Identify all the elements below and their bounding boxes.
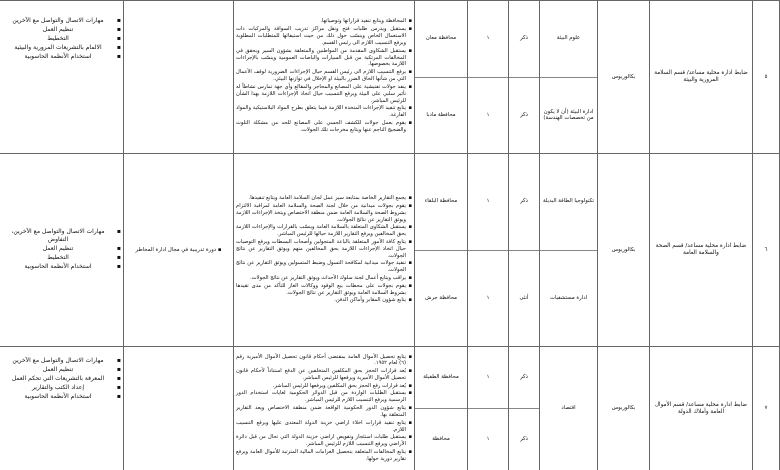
count: ١ [468, 409, 508, 470]
gender: ذكر [509, 409, 539, 470]
job-title: ضابط ادارة محلية مساعد/ قسم الصحة والسلامة العامة [650, 154, 753, 347]
count: ١ [468, 77, 508, 153]
gender: ذكر [520, 198, 528, 205]
skills-cell [0, 154, 124, 347]
skill-item: ▪ التخطيط [2, 35, 121, 43]
duty-item: ▪ يقوم بجولات على محطات بيع الوقود ووكالات الغاز للتأكد من مدى تقيدها بشروط السلامة العامة ويوثق التقارير عن نتائج الجولات. [236, 283, 412, 297]
location: محافظة [415, 409, 467, 470]
count-cell [468, 1, 509, 154]
gender: ذكر [509, 77, 539, 153]
specialization: علوم البيئة [556, 35, 581, 42]
row-number: ٥ [753, 1, 780, 154]
count-cell [468, 154, 509, 347]
duty-item: ▪ يتابع شؤون المقابر وأماكن الدفن. [236, 297, 412, 304]
qualification: بكالوريوس [598, 347, 650, 470]
duties-cell [234, 347, 415, 470]
skill-item: ▪ تنظيم العمل [2, 245, 121, 253]
skill-item: ▪ استخدام الأنظمة الحاسوبية [2, 393, 121, 401]
job-title: ضابط ادارة محلية مساعد/ قسم الأموال العامة وأملاك الدولة [650, 347, 753, 470]
specialization: ادارة البيئة (أن لا يكون من تخصصات الهندسة) [540, 77, 597, 153]
specialization: اقتصاد [540, 347, 598, 470]
gender-cell [509, 1, 540, 154]
skill-item: ▪ التخطيط [2, 254, 121, 262]
skill-item: ▪ مهارات الاتصال والتواصل مع الآخرين [2, 17, 121, 25]
duty-item: ▪ تنفيذ جولات ميدانية لمكافحة التسول وضبط المتسولين ويوثق التقارير عن نتائج الجولات. [236, 260, 412, 274]
location-cell [415, 154, 468, 347]
row-number: ٦ [753, 154, 780, 347]
duty-item: ▪ يستقبل الشكاوى المقدمة من المواطنين والمتعلقة بشؤون السير ويحقق في المخالفات المرتكبة من قبل السيارات والباصات العمومية وينسّب بالإجراءات اللازمة بخصوصها. [236, 48, 412, 69]
skills-cell [0, 347, 124, 470]
table-row [0, 154, 780, 347]
skills-cell [0, 1, 124, 154]
count: ١ [468, 250, 508, 346]
skill-item: ▪ استخدام الأنظمة الحاسوبية [2, 53, 121, 61]
skill-item: ▪ استخدام الأنظمة الحاسوبية [2, 263, 121, 271]
training-item: ▪ دورة تدريبية في مجال ادارة المخاطر [136, 247, 222, 253]
specialization: ادارة مستشفيات [540, 250, 597, 346]
specialization-cell [540, 154, 598, 347]
duties-cell [234, 1, 415, 154]
count-cell [468, 347, 509, 470]
location: محافظة مادبا [415, 77, 467, 153]
skill-item: ▪ المعرفة بالتشريعات التي تحكم العمل [2, 375, 121, 383]
duty-item: ▪ يُعد قرارات رفع الحجز بحق المكلفين ويرفعها للرئيس المباشر. [236, 383, 412, 390]
duty-item: ▪ يتابع المخالفات المتعلقة بتحصيل الغرامات المالية المترتبة للأموال العامة ويرفع تقارير دورية حولها. [236, 449, 412, 463]
location-cell [415, 347, 468, 470]
training-cell [124, 347, 234, 470]
duty-item: ▪ يقوم بجولات ميدانية من خلال لجنة الصحة والسلامة العامة لمراقبة الالتزام بشروط الصحة والسلامة العامة ضمن منطقة الاختصاص ويتخذ الإجراءات اللازمة ويوثق التقارير عن نتائج الجولات. [236, 203, 412, 224]
specialization: تكنولوجيا الطاقة البديلة [543, 198, 594, 205]
qualification: بكالوريوس [598, 1, 650, 154]
duty-item: ▪ يراقب ويتابع أعمال لجنة سلوك الأحداث ويوثق التقارير عن نتائج الجولات. [236, 275, 412, 282]
gender: أنثى [509, 250, 539, 346]
duty-item: ▪ يقوم بعمل جولات للكشف الحسي على المصانع للحد من مشكلة التلوث والضجيج الناجم عنها ويتابع مخرجات تلك الجولات. [236, 120, 412, 134]
skill-item: ▪ الالمام بالتشريعات المرورية والبيئية [2, 44, 121, 52]
duty-item: ▪ يستقبل طلبات استئجار وتفويض اراضي خزينة الدولة التي تحال من قبل دائرة الأراضي ويرفع التنسيب اللازم للرئيس المباشر. [236, 434, 412, 448]
skill-item: ▪ إعداد الكتب والتقارير [2, 384, 121, 392]
training-cell [124, 1, 234, 154]
duty-item: ▪ المحافظة ويتابع تنفيذ قراراتها وتوصياتها. [236, 18, 412, 25]
skill-item: ▪ تنظيم العمل [2, 366, 121, 374]
count: ١ [486, 198, 490, 205]
duty-item: ▪ يُعد قرارات الحجز بحق المكلفين المتخلفين عن الدفع استناداً لأحكام قانون تحصيل الأموال الأميرية ويرفعها للرئيس المباشر. [236, 368, 412, 382]
gender-cell [509, 347, 540, 470]
training-cell [124, 154, 234, 347]
duty-item: ▪ يتابع تنفيذ قرارات اخلاء اراضي خزينة الدولة المعتدى عليها ويرفع التنسيب اللازم. [236, 420, 412, 434]
gender: ذكر [520, 35, 528, 42]
duty-item: ▪ يتابع تحصيل الأموال العامة بمقتضى أحكام قانون تحصيل الأموال الأميرية رقم (٦) لعام ١٩٥٢. [236, 354, 412, 368]
duty-item: ▪ يتابع شؤون الدور الحكومية الواقعة ضمن منطقة الاختصاص ويعد التقارير المتعلقة بها. [236, 405, 412, 419]
location: محافظة جرش [415, 250, 467, 346]
duty-item: ▪ يستقبل ويدرس طلبات فتح ونقل مراكز تدريب السواقة والمركبات ذات الاستعمال الخاص وينسّب حول ذلك من حيث استيفائها للمتطلبات المطلوبة ويرفع التنسيب اللازم الى رئيس القسم. [236, 26, 412, 47]
location-cell [415, 1, 468, 154]
table-row [0, 1, 780, 154]
gender: ذكر [520, 374, 528, 381]
location: محافظة الطفيلة [423, 374, 459, 381]
qualification: بكالوريوس [598, 154, 650, 347]
duty-item: ▪ ينفذ جولات تفتيشية على المصانع والمحاجر والمقالع وأي جهة تمارس نشاطاً له تأثير سلبي على البيئة ويرفع التنسيب حيال اتخاذ الإجراءات اللازمة بهذا الشأن للرئيس المباشر. [236, 84, 412, 105]
duty-item: ▪ يرفع التنسيب اللازم الى رئيس القسم حيال الإجراءات الضرورية لوقف الأعمال التي من شأنها الحاق الضرر بالبيئة او الإخلال في توازنها البيئي. [236, 69, 412, 83]
table-row [0, 347, 780, 470]
duty-item: ▪ يجمع التقارير الخاصة بمتابعة سير عمل لجان السلامة العامة ويتابع تنفيذها. [236, 195, 412, 202]
gender-cell [509, 154, 540, 347]
count: ١ [486, 374, 490, 381]
count: ١ [486, 35, 490, 42]
duties-cell [234, 154, 415, 347]
duty-item: ▪ يتابع تنفيذ الإجراءات المتخذة اللازمة فيما يتعلق بطرح المواد البلاستيكية والمواد الفارغة. [236, 105, 412, 119]
duty-item: ▪ يستقبل الشكاوى المتعلقة بالسلامة العامة وينسّب بالقرارات والإجراءات اللازمة بحق المخالفين ويرفع التقارير اللازمة حيالها للرئيس المباشر. [236, 224, 412, 238]
duty-item: ▪ يستقبل الطلبات الواردة من قبل الدوائر الحكومية لغايات استخدام الدور الرسمية ويرفع التنسيب اللازم للرئيس المباشر. [236, 390, 412, 404]
duty-item: ▪ يتابع كافة الأمور المتعلقة بالباعة المتجولين وأصحاب البسطات ويرفع التوصيات حيال اتخاذ الإجراءات اللازمة بحق المخالفين منهم ويوثق التقارير عن نتائج الجولات. [236, 239, 412, 260]
job-title: ضابط ادارة محلية مساعد/ قسم السلامة المرورية والبيئة [650, 1, 753, 154]
location: محافظة معان [425, 35, 457, 42]
skill-item: ▪ تنظيم العمل [2, 26, 121, 34]
skill-item: ▪ مهارات الاتصال والتواصل مع الآخرين [2, 357, 121, 365]
row-number: ٧ [753, 347, 780, 470]
skill-item: ▪ مهارات الاتصال والتواصل مع الآخرين، التفاوض [2, 228, 121, 244]
specialization-cell [540, 1, 598, 154]
location: محافظة البلقاء [424, 198, 458, 205]
